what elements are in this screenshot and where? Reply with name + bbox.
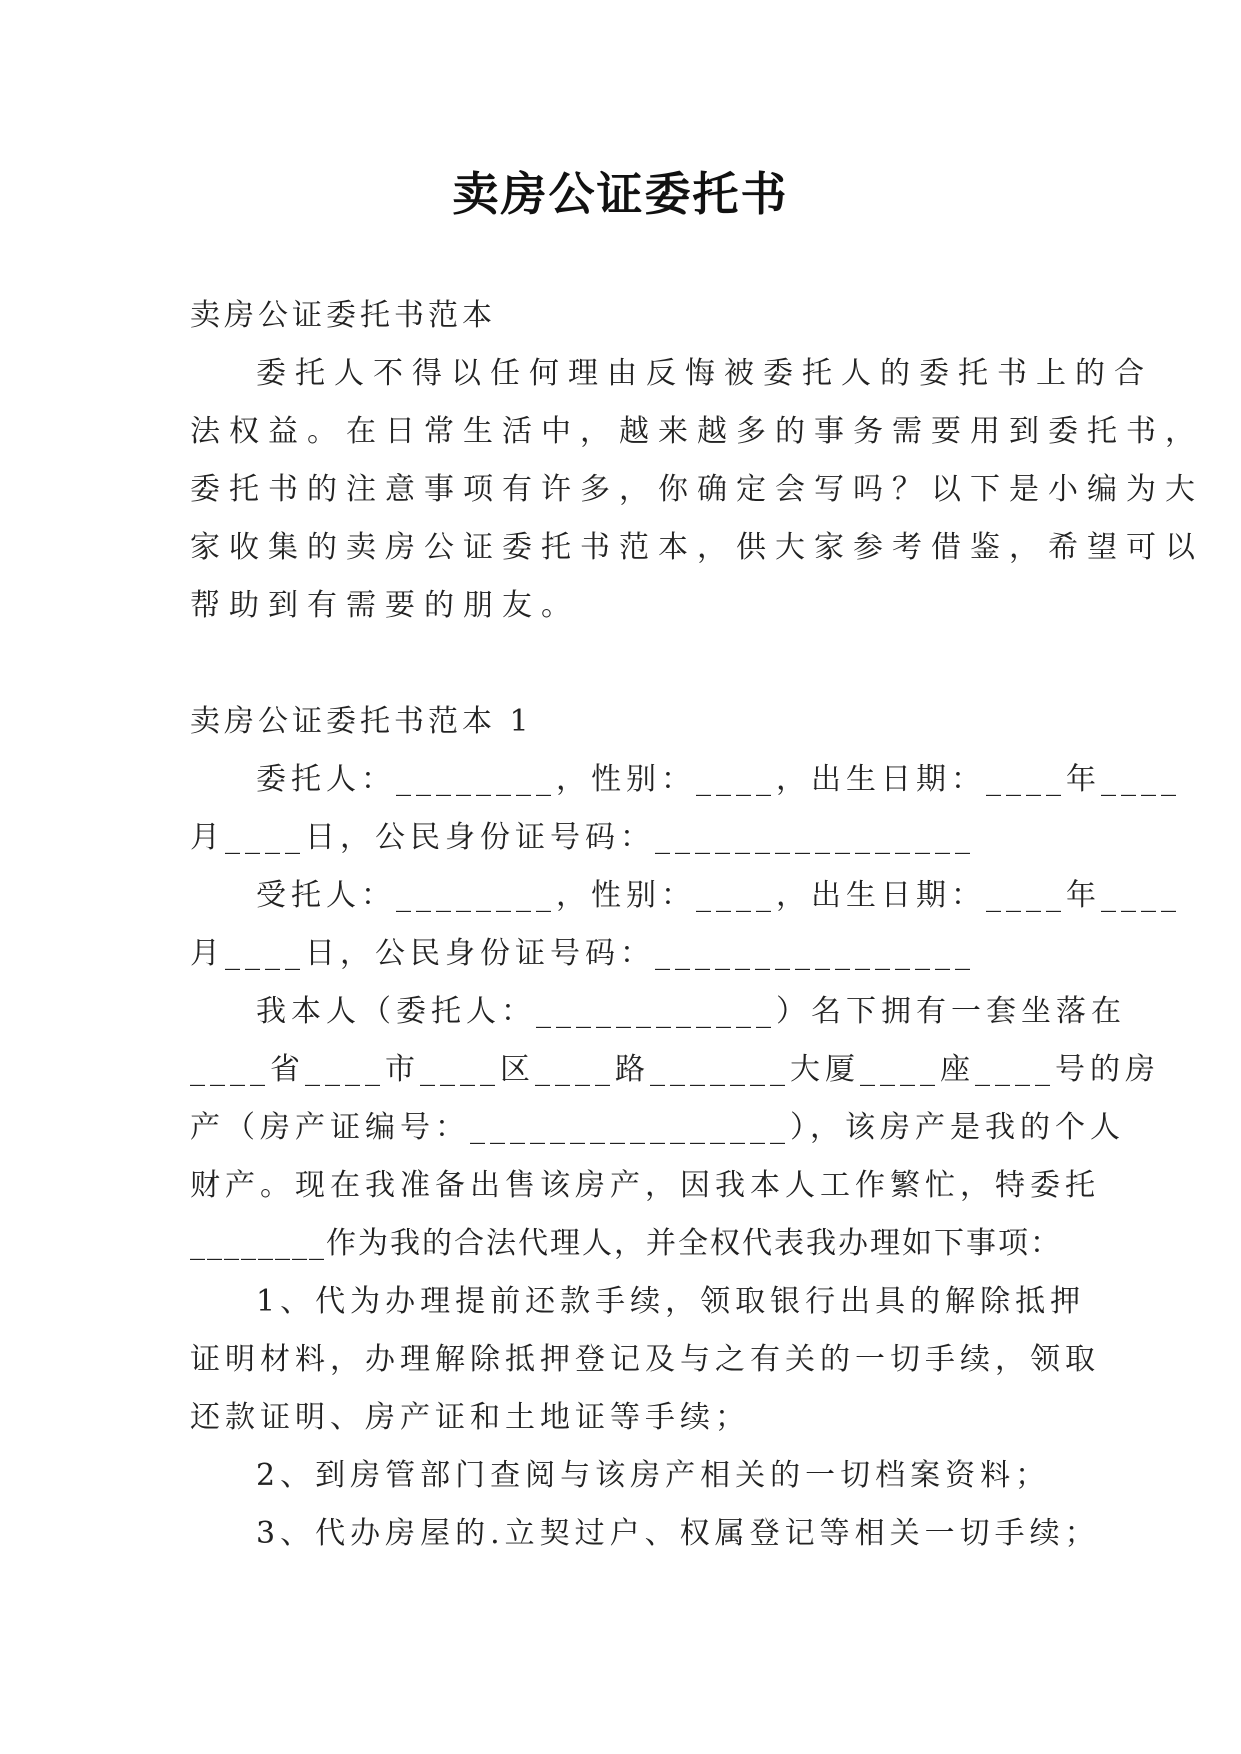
body-line: 1、代为办理提前还款手续，领取银行出具的解除抵押 xyxy=(256,1284,1086,1319)
body-line: 2、到房管部门查阅与该房产相关的一切档案资料； xyxy=(256,1458,1051,1493)
body-line: 我本人（委托人：____________）名下拥有一套坐落在 xyxy=(256,994,1126,1029)
intro-line: 家收集的卖房公证委托书范本，供大家参考借鉴，希望可以 xyxy=(190,530,1204,565)
body-line: ____省____市____区____路_______大厦____座____号的房 xyxy=(190,1052,1160,1087)
intro-line: 委托书的注意事项有许多，你确定会写吗？以下是小编为大 xyxy=(190,472,1204,507)
body-line: ________作为我的合法代理人，并全权代表我办理如下事项： xyxy=(190,1226,1062,1261)
intro-line: 帮助到有需要的朋友。 xyxy=(190,588,580,623)
body-line: 财产。现在我准备出售该房产，因我本人工作繁忙，特委托 xyxy=(190,1168,1100,1203)
body-line: 还款证明、房产证和土地证等手续； xyxy=(190,1400,750,1435)
section-heading-intro: 卖房公证委托书范本 xyxy=(190,298,496,333)
body-line: 产（房产证编号：________________），该房产是我的个人 xyxy=(190,1110,1125,1145)
document-title: 卖房公证委托书 xyxy=(452,167,789,221)
section-heading-1: 卖房公证委托书范本 1 xyxy=(190,704,533,739)
body-line: 3、代办房屋的.立契过户、权属登记等相关一切手续； xyxy=(256,1516,1100,1551)
body-line: 月____日，公民身份证号码：________________ xyxy=(190,820,975,855)
body-line: 受托人：________，性别：____，出生日期：____年____ xyxy=(256,878,1181,913)
body-line: 证明材料，办理解除抵押登记及与之有关的一切手续，领取 xyxy=(190,1342,1100,1377)
body-line: 月____日，公民身份证号码：________________ xyxy=(190,936,975,971)
intro-line: 委托人不得以任何理由反悔被委托人的委托书上的合 xyxy=(256,356,1153,391)
body-line: 委托人：________，性别：____，出生日期：____年____ xyxy=(256,762,1181,797)
intro-line: 法权益。在日常生活中，越来越多的事务需要用到委托书， xyxy=(190,414,1204,449)
